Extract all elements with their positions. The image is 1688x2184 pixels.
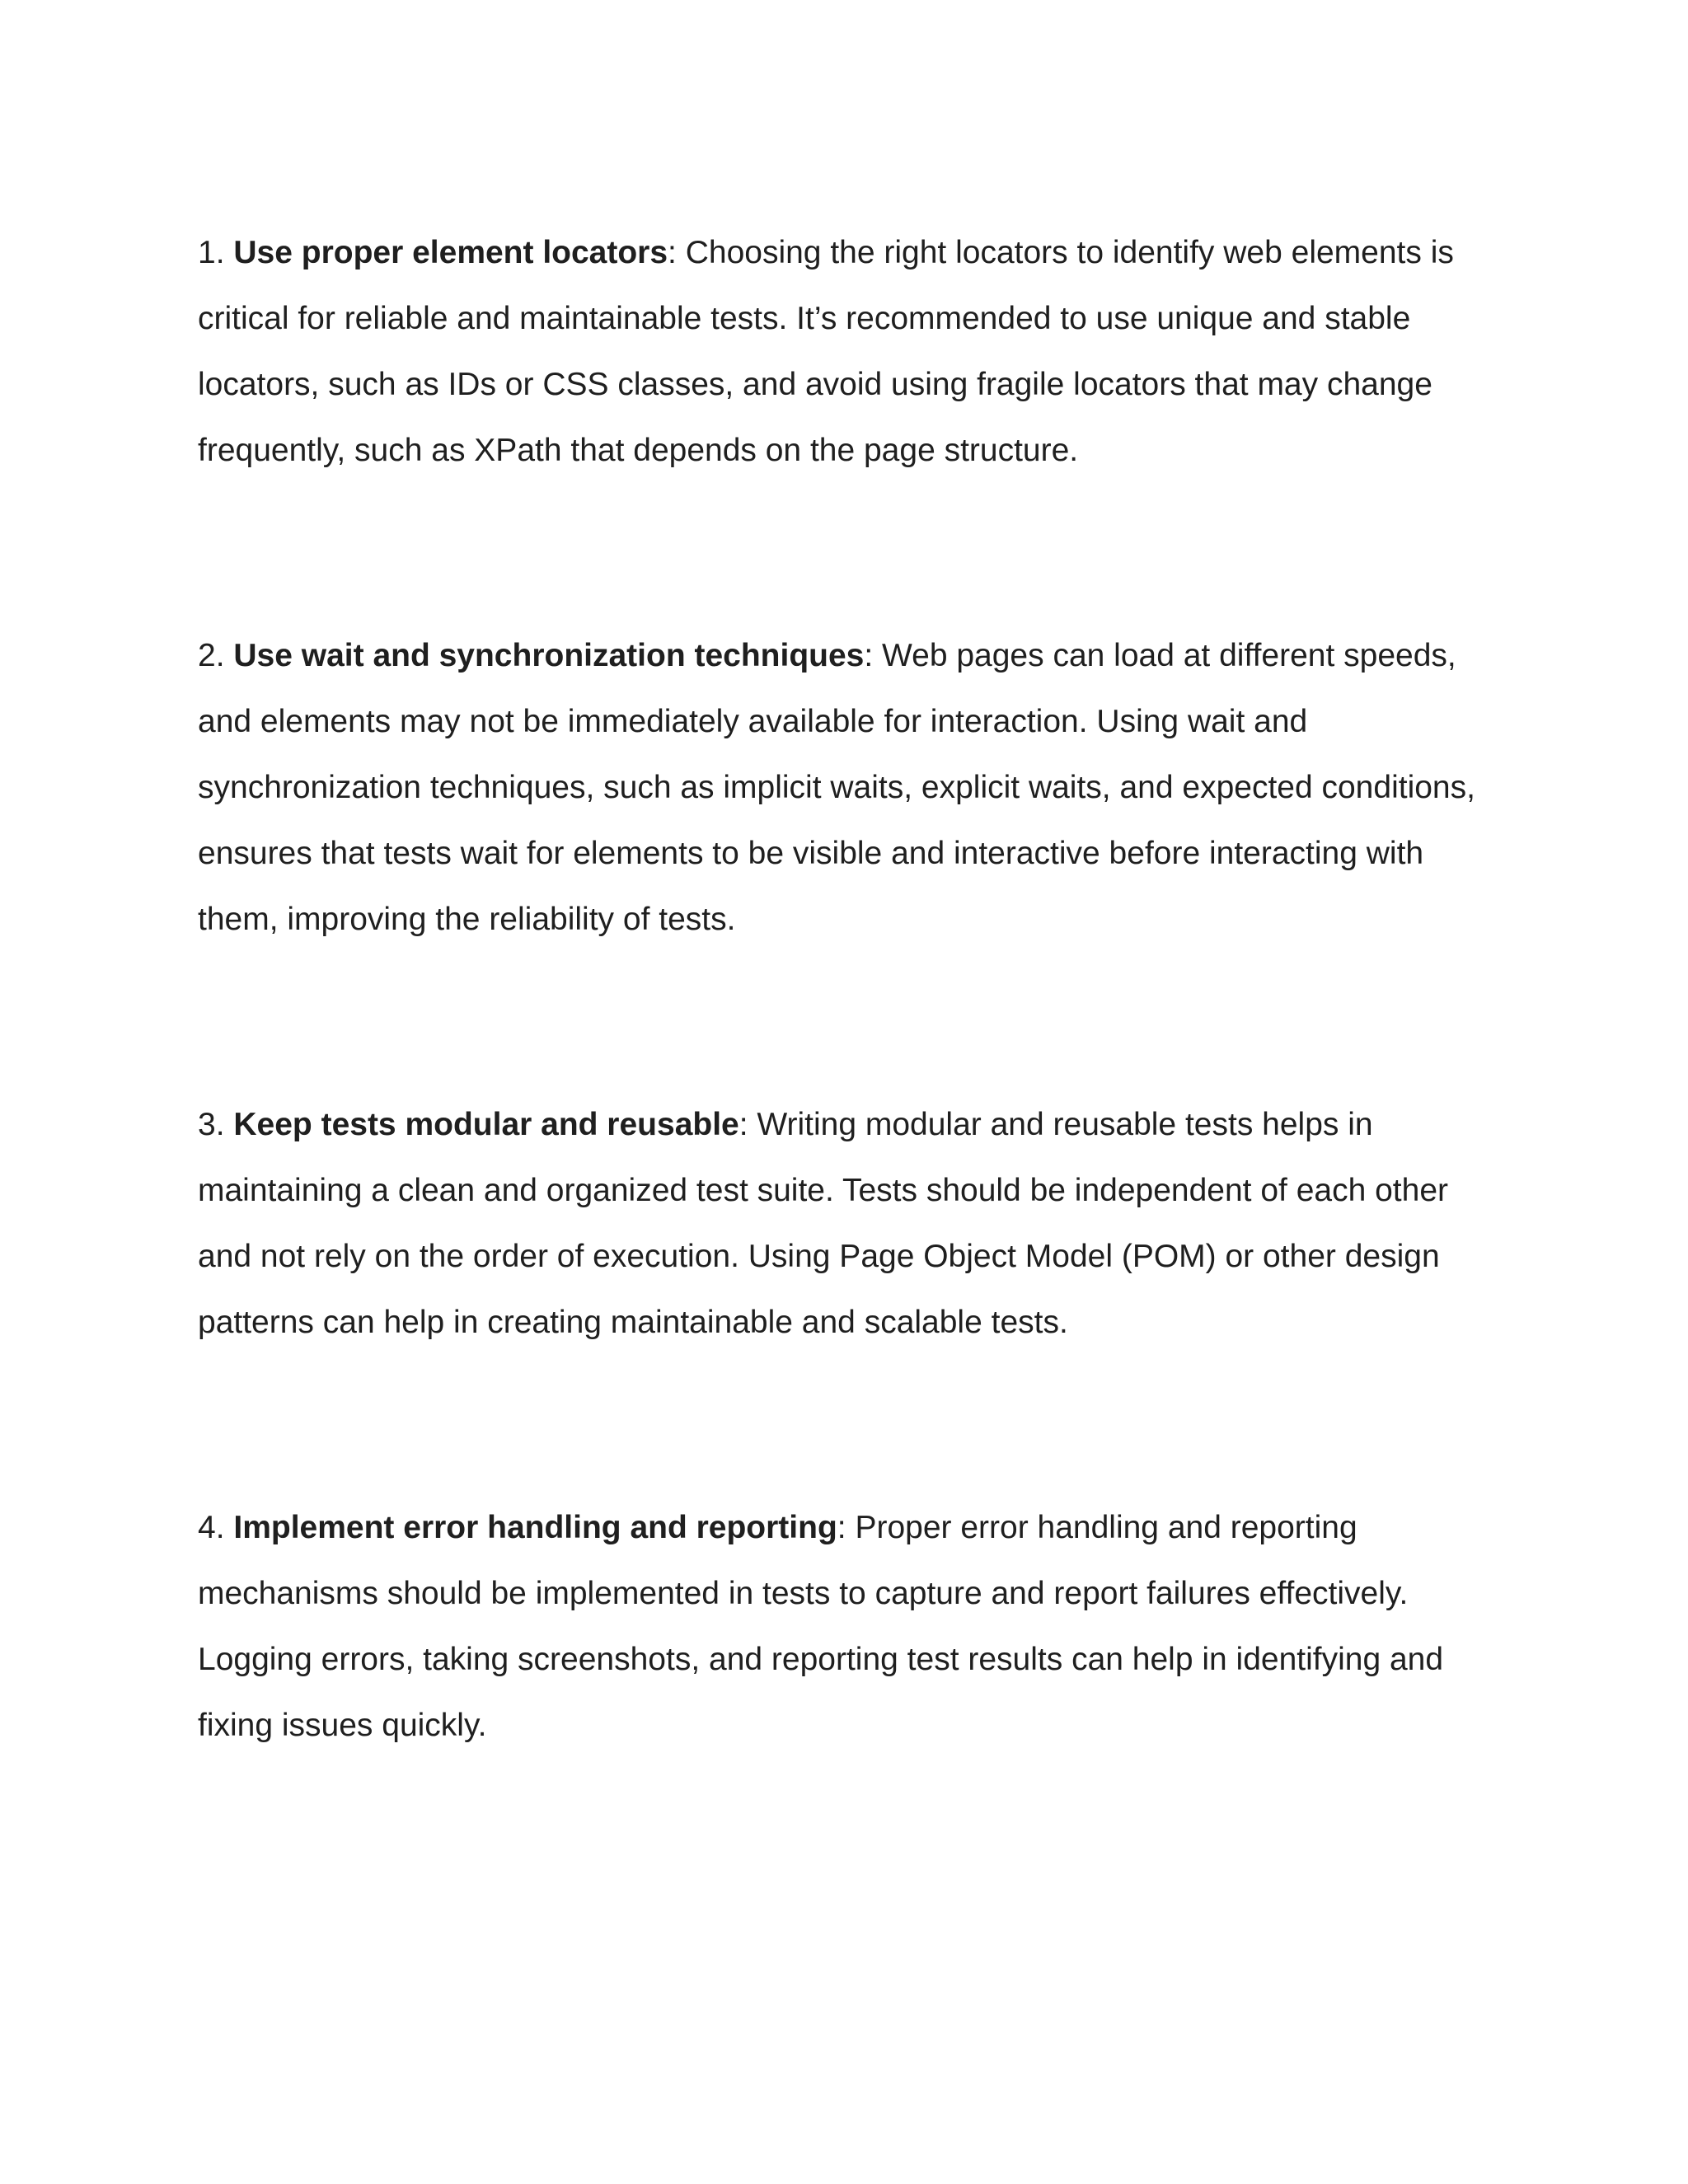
item-number: 2. [198, 638, 225, 673]
list-item [198, 220, 1508, 484]
item-heading: Use proper element locators [233, 235, 668, 270]
item-number: 4. [198, 1510, 225, 1545]
item-number: 3. [198, 1107, 225, 1142]
list-item [198, 623, 1508, 953]
item-text: : Writing modular and reusable tests helps in maintaining a clean and organized test suite. Tests should be independent of each other and not rely on the order of execution. Using Page Object Model (POM) or other design patterns can help in creating maintainable and scalable tests. [198, 1107, 1449, 1340]
list-item [198, 1092, 1508, 1356]
item-heading: Use wait and synchronization techniques [233, 638, 865, 673]
item-heading: Keep tests modular and reusable [233, 1107, 739, 1142]
item-heading: Implement error handling and reporting [233, 1510, 837, 1545]
item-text: : Proper error handling and reporting mechanisms should be implemented in tests to capture and report failures effectively. Logging errors, taking screenshots, and reporting test results can help in identifying and fixing issues quickly. [198, 1510, 1444, 1743]
document-content [198, 220, 1508, 1759]
item-text: : Web pages can load at different speeds, and elements may not be immediately available for interaction. Using wait and synchronization techniques, such as implicit waits, explicit waits, and expected conditions, ensures that tests wait for elements to be visible and interactive before interacting with them, improving the reliability of tests. [198, 638, 1475, 937]
list-item [198, 1495, 1508, 1759]
item-number: 1. [198, 235, 225, 270]
item-text: : Choosing the right locators to identify web elements is critical for reliable and maintainable tests. It’s recommended to use unique and stable locators, such as IDs or CSS classes, and avoid using fragile locators that may change frequently, such as XPath that depends on the page structure. [198, 235, 1454, 468]
